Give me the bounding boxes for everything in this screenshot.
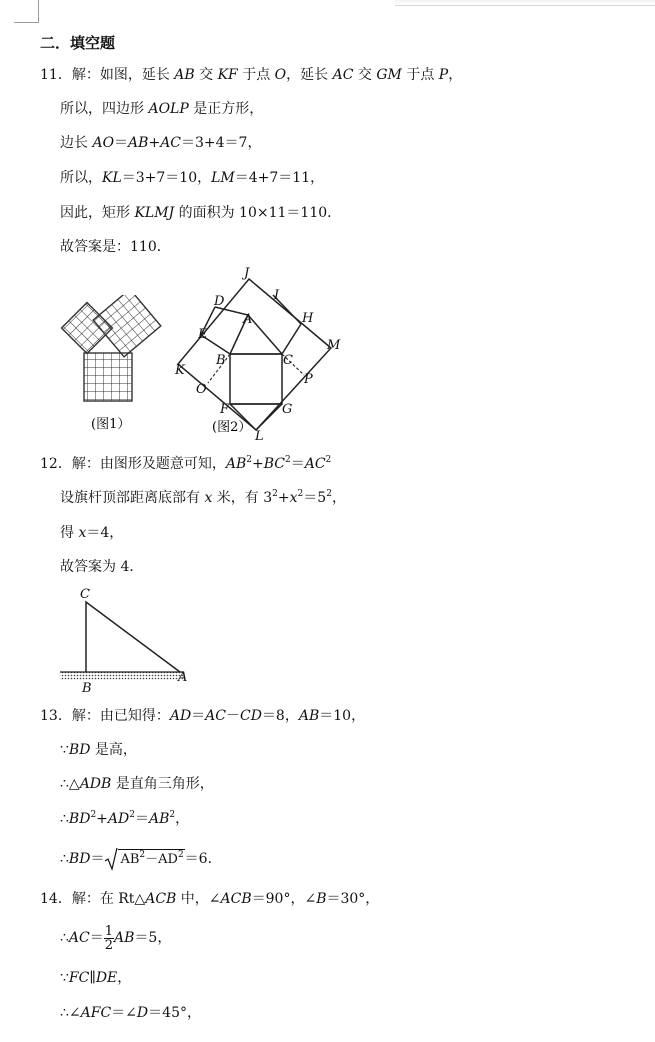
fig2-label-K: K [175, 363, 185, 378]
q13-line-4: $\therefore BD^2+AD^2=AB^2$， [60, 810, 190, 827]
q12-line-1: 12．解：由图形及题意可知，$AB^2+BC^2=AC^2$ [40, 455, 332, 472]
square-root-expression: $AB^2-AD^2$ [104, 847, 184, 871]
radical-sign [104, 847, 118, 871]
fig2-label-E: E [198, 327, 208, 342]
fig2-label-M: M [327, 338, 341, 353]
fig2-label-C: C [283, 353, 293, 368]
fig2-label-F: F [220, 402, 230, 417]
q12-figure [58, 584, 193, 696]
fig2-label-L: L [255, 429, 264, 444]
q13-line-2: ∵BD 是高， [60, 742, 137, 758]
fig2-label-G: G [282, 402, 293, 417]
q12-fig-label-B: B [82, 681, 92, 696]
fig2-label-B: B [216, 353, 226, 368]
q14-line-1: 14．解：在 Rt△ACB 中，∠ACB＝90°，∠B＝30°， [40, 891, 380, 907]
page-margin-corner-mark [14, 0, 39, 23]
q13-line-5: ∴BD＝ $AB^2-AD^2=6$． [60, 847, 222, 871]
q14-line-2: ∴AC＝ $\frac{1}{2}$ AB＝5， [60, 923, 172, 953]
q11-figure-1 [55, 295, 165, 440]
q13-line-1: 13．解：由已知得：AD＝AC－CD＝8，AB＝10， [40, 708, 366, 724]
fig2-label-H: H [302, 311, 314, 326]
fig2-label-I: I [274, 288, 280, 303]
section-title: 二．填空题 [40, 34, 116, 52]
q11-line-6: 故答案是：110． [60, 239, 171, 255]
fig2-label-A: A [243, 312, 253, 327]
q11-line-2: 所以，四边形 AOLP 是正方形， [60, 101, 264, 117]
q11-line-5: 因此，矩形 KLMJ 的面积为 10×11＝110． [60, 205, 342, 221]
q11-line-1: 11．解：如图，延长 AB 交 KF 于点 O，延长 AC 交 GM 于点 P， [40, 67, 463, 83]
fig2-caption: (图2） [212, 420, 252, 435]
q12-line-4: 故答案为 4． [60, 559, 144, 575]
fig2-label-P: P [304, 372, 313, 387]
q14-line-3: ∵FC∥DE， [60, 970, 132, 986]
fig2-label-J: J [244, 266, 250, 281]
q12-line-2: 设旗杆顶部距离底部有 x 米，有 $3^2+x^2=5^2$， [60, 489, 346, 506]
q12-fig-label-C: C [80, 587, 90, 602]
q14-line-4: ∴∠AFC＝∠D＝45°， [60, 1005, 201, 1021]
q11-figure-2 [170, 265, 345, 445]
q12-fig-label-A: A [178, 670, 188, 685]
fig2-label-D: D [214, 294, 225, 309]
fraction-one-half: $\frac{1}{2}$ [104, 923, 114, 953]
fig1-caption: (图1） [91, 417, 131, 432]
q13-line-3: ∴△ADB 是直角三角形， [60, 776, 214, 792]
fig2-label-O: O [196, 382, 207, 397]
q12-line-3: 得 x＝4， [60, 525, 124, 541]
q11-line-4: 所以，KL＝3+7＝10，LM＝4+7＝11， [60, 170, 325, 186]
page-top-shadow [395, 0, 655, 6]
q11-line-3: 边长 AO＝AB+AC＝3+4＝7， [60, 135, 262, 151]
